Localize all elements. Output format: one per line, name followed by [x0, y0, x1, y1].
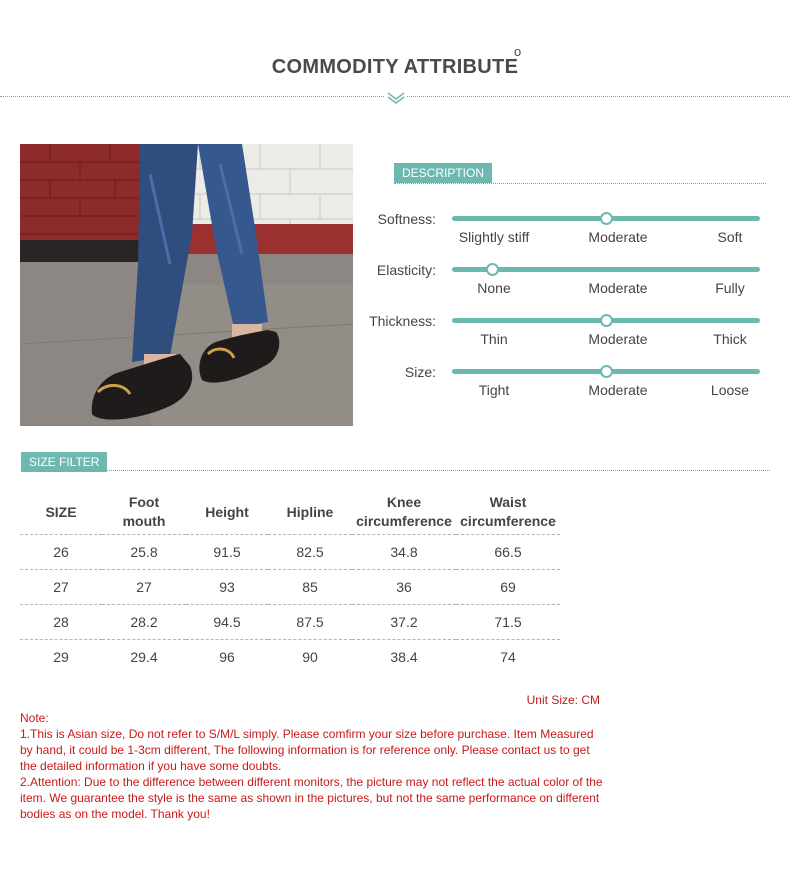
table-cell: 36: [352, 570, 456, 605]
attribute-option: Slightly stiff: [458, 229, 530, 245]
attribute-option: Moderate: [588, 280, 648, 296]
attribute-elasticity: [360, 263, 770, 309]
table-cell: 28: [20, 605, 102, 640]
table-cell: 66.5: [456, 535, 560, 570]
attribute-option: Soft: [717, 229, 743, 245]
table-cell: 34.8: [352, 535, 456, 570]
table-cell: 87.5: [268, 605, 352, 640]
attribute-option: Moderate: [588, 229, 648, 245]
table-row: [20, 535, 560, 570]
table-cell: 69: [456, 570, 560, 605]
table-header-row: [20, 490, 560, 535]
table-cell: 90: [268, 640, 352, 675]
size-table: [20, 490, 560, 674]
attribute-option: Thick: [713, 331, 747, 347]
size-filter-tag: SIZE FILTER: [21, 452, 107, 472]
column-header: Waist circumference: [460, 494, 556, 529]
attribute-track: [452, 318, 760, 323]
note-item: 1.This is Asian size, Do not refer to S/M/L simply. Please comfirm your size before purchase. Item Measured by hand, it could be 1-3cm different, The following information is for reference only. Please contact us to get the detailed information if you have some doubts.: [20, 727, 594, 773]
attribute-softness: [360, 212, 770, 258]
chevron-down-icon: [385, 90, 407, 106]
note-heading: Note:: [20, 711, 49, 725]
table-cell: 85: [268, 570, 352, 605]
attribute-size: [360, 365, 770, 411]
table-row: [20, 605, 560, 640]
column-header: Foot mouth: [122, 494, 166, 529]
attribute-label: Thickness:: [369, 313, 436, 329]
table-cell: 26: [20, 535, 102, 570]
attribute-marker: [600, 365, 613, 378]
attribute-option: Loose: [710, 382, 750, 398]
table-cell: 28.2: [102, 605, 186, 640]
table-cell: 91.5: [186, 535, 268, 570]
attribute-track: [452, 216, 760, 221]
table-cell: 29.4: [102, 640, 186, 675]
table-cell: 25.8: [102, 535, 186, 570]
attribute-option: Thin: [480, 331, 508, 347]
title-degree-mark: o: [514, 44, 522, 59]
table-cell: 37.2: [352, 605, 456, 640]
product-photo: [20, 144, 353, 426]
attribute-marker: [600, 314, 613, 327]
table-cell: 27: [102, 570, 186, 605]
table-cell: 29: [20, 640, 102, 675]
table-cell: 74: [456, 640, 560, 675]
table-row: [20, 570, 560, 605]
attribute-marker: [486, 263, 499, 276]
table-cell: 27: [20, 570, 102, 605]
attribute-option: Tight: [478, 382, 510, 398]
column-header: Knee circumference: [356, 494, 452, 529]
description-tag: DESCRIPTION: [394, 163, 492, 183]
attribute-track: [452, 267, 760, 272]
description-divider: [394, 183, 766, 184]
table-row: [20, 640, 560, 675]
note-item: 2.Attention: Due to the difference between different monitors, the picture may not reflect the actual color of the item. We guarantee the style is the same as shown in the pictures, but not the same performance on different bodies as on the model. Thank you!: [20, 775, 603, 821]
column-header: Hipline: [286, 503, 334, 520]
column-header: Height: [205, 503, 249, 520]
section-title: COMMODITY ATTRIBUTE: [271, 56, 519, 78]
unit-size-label: Unit Size: CM: [526, 693, 600, 707]
table-cell: 96: [186, 640, 268, 675]
attribute-option: Fully: [715, 280, 745, 296]
table-cell: 38.4: [352, 640, 456, 675]
attribute-marker: [600, 212, 613, 225]
table-cell: 71.5: [456, 605, 560, 640]
table-cell: 82.5: [268, 535, 352, 570]
size-filter-divider: [21, 470, 770, 471]
attribute-track: [452, 369, 760, 374]
attribute-thickness: [360, 314, 770, 360]
table-cell: 94.5: [186, 605, 268, 640]
attribute-option: Moderate: [588, 382, 648, 398]
table-cell: 93: [186, 570, 268, 605]
attribute-option: Moderate: [588, 331, 648, 347]
column-header: SIZE: [45, 503, 77, 520]
attribute-label: Softness:: [377, 211, 436, 227]
attribute-option: None: [477, 280, 511, 296]
notes-block: [20, 710, 605, 822]
attribute-label: Elasticity:: [376, 262, 436, 278]
attribute-label: Size:: [404, 364, 436, 380]
